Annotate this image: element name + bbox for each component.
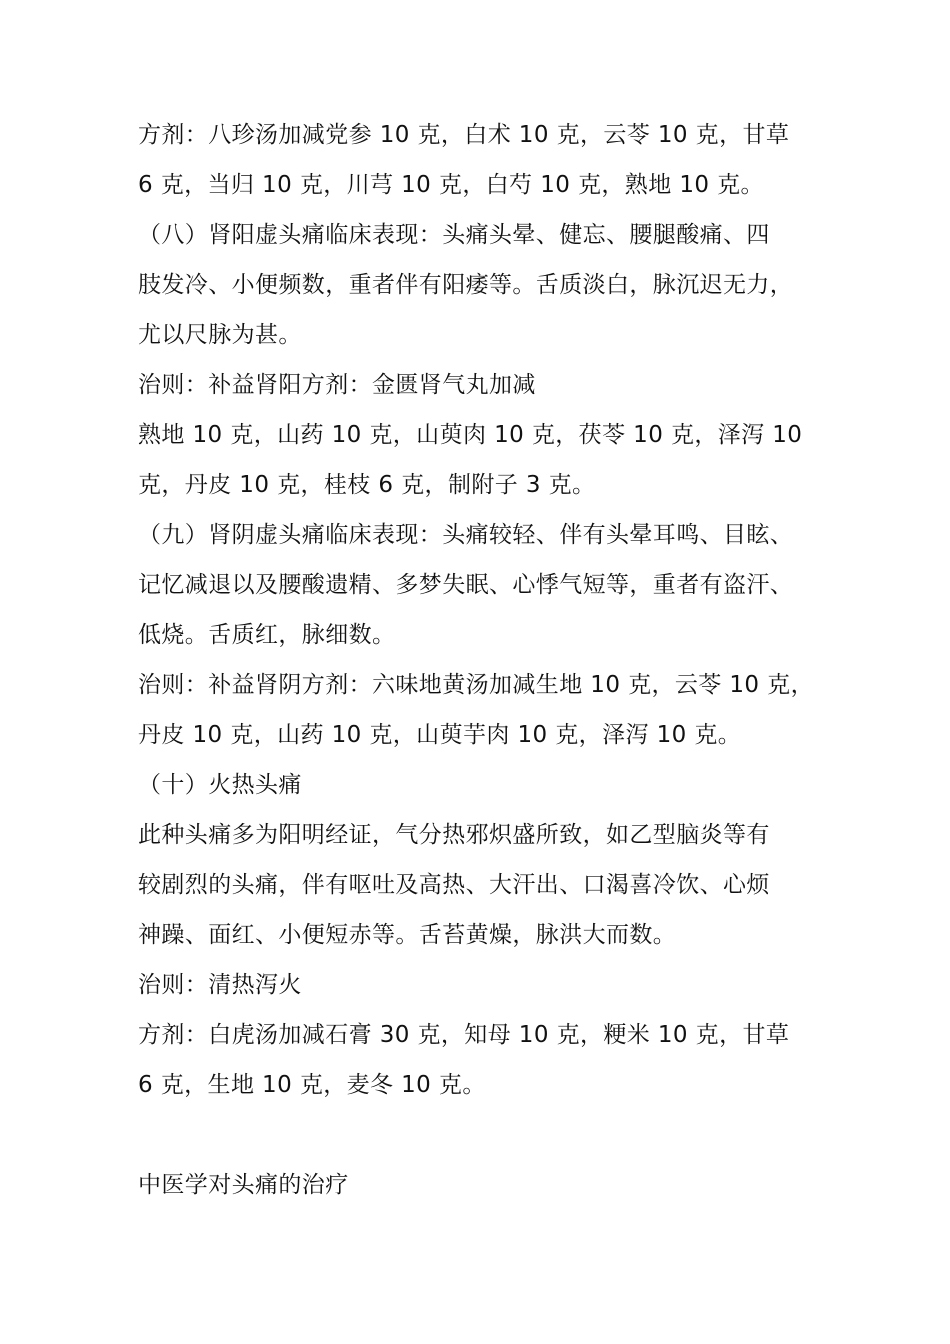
text-line: 较剧烈的头痛，伴有呕吐及高热、大汗出、口渴喜冷饮、心烦: [138, 872, 770, 898]
treatment-line: 治则：补益肾阳方剂：金匮肾气丸加减: [138, 372, 536, 398]
text-line: 克，丹皮 10 克，桂枝 6 克，制附子 3 克。: [138, 472, 596, 498]
text-line: 6 克，当归 10 克，川芎 10 克，白芍 10 克，熟地 10 克。: [138, 172, 764, 198]
section-heading-kidney-yang: （八）肾阳虚头痛临床表现：头痛头晕、健忘、腰腿酸痛、四: [138, 222, 770, 248]
section-heading-fire-heat: （十）火热头痛: [138, 772, 302, 798]
text-line: 熟地 10 克，山药 10 克，山萸肉 10 克，茯苓 10 克，泽泻 10: [138, 422, 803, 448]
text-line: 此种头痛多为阳明经证，气分热邪炽盛所致，如乙型脑炎等有: [138, 822, 770, 848]
treatment-line: 治则：补益肾阴方剂：六味地黄汤加减生地 10 克，云苓 10 克，: [138, 672, 814, 698]
text-line: 丹皮 10 克，山药 10 克，山萸芋肉 10 克，泽泻 10 克。: [138, 722, 742, 748]
text-line: 6 克，生地 10 克，麦冬 10 克。: [138, 1072, 486, 1098]
text-line: 记忆减退以及腰酸遗精、多梦失眠、心悸气短等，重者有盗汗、: [138, 572, 794, 598]
text-line: 方剂：白虎汤加减石膏 30 克，知母 10 克，粳米 10 克，甘草: [138, 1022, 790, 1048]
chapter-heading: 中医学对头痛的治疗: [138, 1172, 349, 1198]
text-line: 尤以尺脉为甚。: [138, 322, 302, 348]
text-line: 低烧。舌质红，脉细数。: [138, 622, 396, 648]
text-line: 方剂：八珍汤加减党参 10 克，白术 10 克，云苓 10 克，甘草: [138, 122, 790, 148]
text-line: 神躁、面红、小便短赤等。舌苔黄燥，脉洪大而数。: [138, 922, 677, 948]
section-heading-kidney-yin: （九）肾阴虚头痛临床表现：头痛较轻、伴有头晕耳鸣、目眩、: [138, 522, 794, 548]
text-line: 肢发冷、小便频数，重者伴有阳痿等。舌质淡白，脉沉迟无力，: [138, 272, 794, 298]
treatment-line: 治则：清热泻火: [138, 972, 302, 998]
